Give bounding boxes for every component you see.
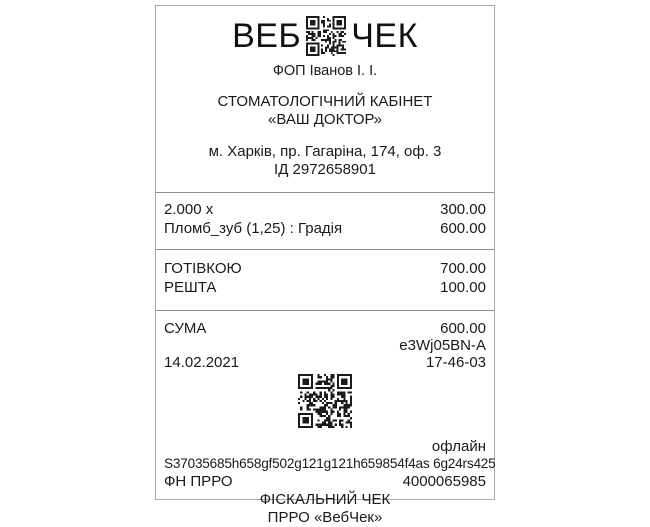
datetime-row (164, 354, 486, 371)
payment-row (164, 259, 486, 278)
total-row (164, 320, 486, 337)
change-amount: 100.00 (440, 279, 486, 296)
merchant-name (164, 93, 486, 129)
fiscal-receipt (155, 5, 496, 526)
merchant-name-line1: СТОМАТОЛОГІЧНИЙ КАБІНЕТ (217, 93, 433, 110)
total-section (164, 311, 486, 371)
total-label: СУМА (164, 320, 207, 337)
fiscal-qr-wrap (164, 374, 486, 428)
logo-text-right: ЧЕК (351, 17, 418, 55)
footer (164, 491, 486, 527)
total-amount: 600.00 (440, 320, 486, 337)
item-row (164, 219, 486, 238)
item-amount: 600.00 (440, 220, 486, 237)
fn-number: 4000065985 (402, 473, 486, 490)
merchant-address-block (164, 143, 486, 179)
receipt-code: e3Wj05BN-A (399, 337, 486, 354)
receipt-date: 14.02.2021 (164, 354, 240, 371)
fiscal-qr-icon (298, 374, 352, 428)
fiscal-hash: S37035685h658gf502g121g121h659854f4as 6g24rs425 (164, 456, 496, 471)
item-unit-price: 300.00 (440, 201, 486, 218)
mode-label: офлайн (431, 438, 486, 455)
logo-qr-icon (306, 16, 346, 56)
item-name: Пломб_зуб (1,25) : Градія (164, 220, 343, 237)
merchant-address: м. Харків, пр. Гагаріна, 174, оф. 3 (208, 143, 442, 160)
fn-label: ФН ПРРО (164, 473, 233, 490)
payment-method-label: ГОТІВКОЮ (164, 260, 242, 277)
logo-text-left: ВЕБ (232, 17, 302, 55)
payment-amount: 700.00 (440, 260, 486, 277)
merchant-name-line2: «ВАШ ДОКТОР» (268, 111, 382, 128)
change-row (164, 278, 486, 297)
merchant-tax-id: ІД 2972658901 (274, 161, 376, 178)
receipt-time: 17-46-03 (425, 354, 486, 371)
fiscal-check-label: ФІСКАЛЬНИЙ ЧЕК (259, 491, 391, 508)
change-label: РЕШТА (164, 279, 217, 296)
item-quantity: 2.000 x (164, 201, 214, 218)
items-section (164, 193, 486, 249)
payment-section (164, 250, 486, 310)
merchant-fop: ФОП Іванов І. І. (272, 63, 378, 79)
webcheck-logo (164, 13, 486, 59)
fn-row (164, 473, 486, 491)
item-row (164, 200, 486, 219)
prro-label: ПРРО «ВебЧек» (267, 509, 383, 526)
